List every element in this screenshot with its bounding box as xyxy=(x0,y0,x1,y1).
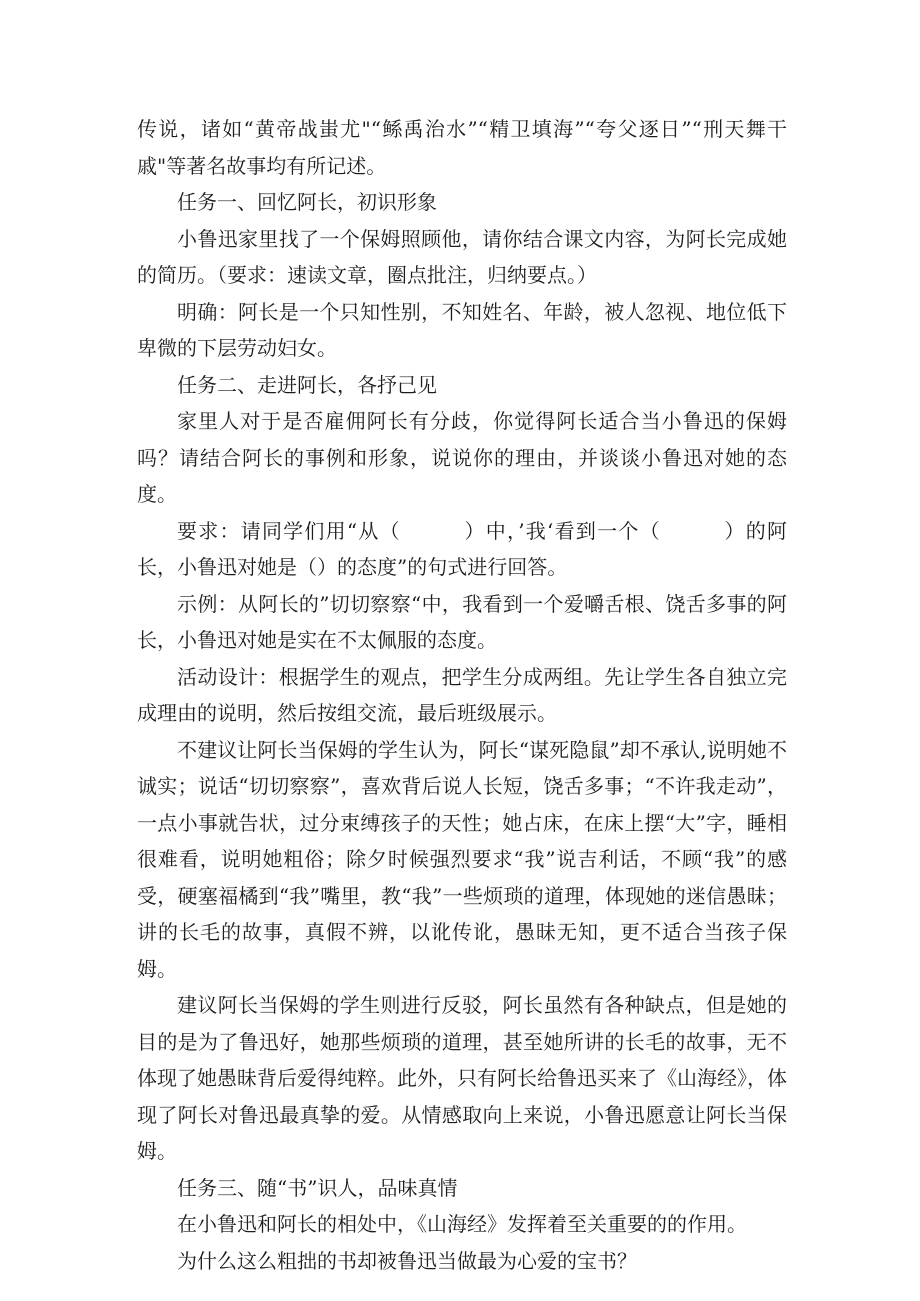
paragraph-task-two-requirement: 要求：请同学们用“从（ ）中，’我‘看到一个（ ）的阿长，小鲁迅对她是（）的态度”的句式进行回答。 xyxy=(137,518,787,579)
paragraph-task-one-answer: 明确：阿长是一个只知性别，不知姓名、年龄，被人忽视、地位低下卑微的下层劳动妇女。 xyxy=(137,299,787,360)
paragraph-task-one-prompt: 小鲁迅家里找了一个保姆照顾他，请你结合课文内容，为阿长完成她的简历。（要求：速读文章，圈点批注，归纳要点。） xyxy=(137,226,787,287)
paragraph-task-two-example: 示例：从阿长的”切切察察“中，我看到一个爱嚼舌根、饶舌多事的阿长，小鲁迅对她是实在不太佩服的态度。 xyxy=(137,591,787,652)
document-body xyxy=(137,111,787,1279)
paragraph-activity-design: 活动设计：根据学生的观点，把学生分成两组。先让学生各自独立完成理由的说明，然后按组交流，最后班级展示。 xyxy=(137,664,787,725)
task-three-heading: 任务三、随“书”识人，品味真情 xyxy=(177,1175,458,1200)
task-two-heading: 任务二、走进阿长，各抒己见 xyxy=(177,372,437,397)
paragraph-for-view: 建议阿长当保姆的学生则进行反驳，阿长虽然有各种缺点，但是她的目的是为了鲁迅好，她那些烦琐的道理，甚至她所讲的长毛的故事，无不体现了她愚昧背后爱得纯粹。此外，只有阿长给鲁迅买来了《山海经》，体现了阿长对鲁迅最真挚的爱。从情感取向上来说，小鲁迅愿意让阿长当保姆。 xyxy=(137,993,787,1163)
task-one-heading: 任务一、回忆阿长，初识形象 xyxy=(177,190,437,214)
paragraph-task-three-question: 为什么这么粗拙的书却被鲁迅当做最为心爱的宝书？ xyxy=(177,1248,637,1273)
paragraph-continuation: 传说，诸如“黄帝战蚩尤"“鲧禹治水”“精卫填海”“夸父逐日”“刑天舞干戚"等著名故事均有所记述。 xyxy=(137,117,787,178)
paragraph-task-two-prompt: 家里人对于是否雇佣阿长有分歧，你觉得阿长适合当小鲁迅的保姆吗？请结合阿长的事例和形象，说说你的理由，并谈谈小鲁迅对她的态度。 xyxy=(137,409,787,506)
paragraph-against-view: 不建议让阿长当保姆的学生认为，阿长“谋死隐鼠”却不承认,说明她不诚实；说话“切切察察”，喜欢背后说人长短，饶舌多事；“不许我走动”，一点小事就告状，过分束缚孩子的天性；她占床，在床上摆“大”字，睡相很难看，说明她粗俗；除夕时候强烈要求“我”说吉利话，不顾“我”的感受，硬塞福橘到“我”嘴里，教“我”一些烦琐的道理，体现她的迷信愚昧；讲的长毛的故事，真假不辨，以讹传讹，愚昧无知，更不适合当孩子保姆。 xyxy=(137,737,787,981)
paragraph-task-three-intro: 在小鲁迅和阿长的相处中，《山海经》发挥着至关重要的的作用。 xyxy=(177,1212,747,1236)
